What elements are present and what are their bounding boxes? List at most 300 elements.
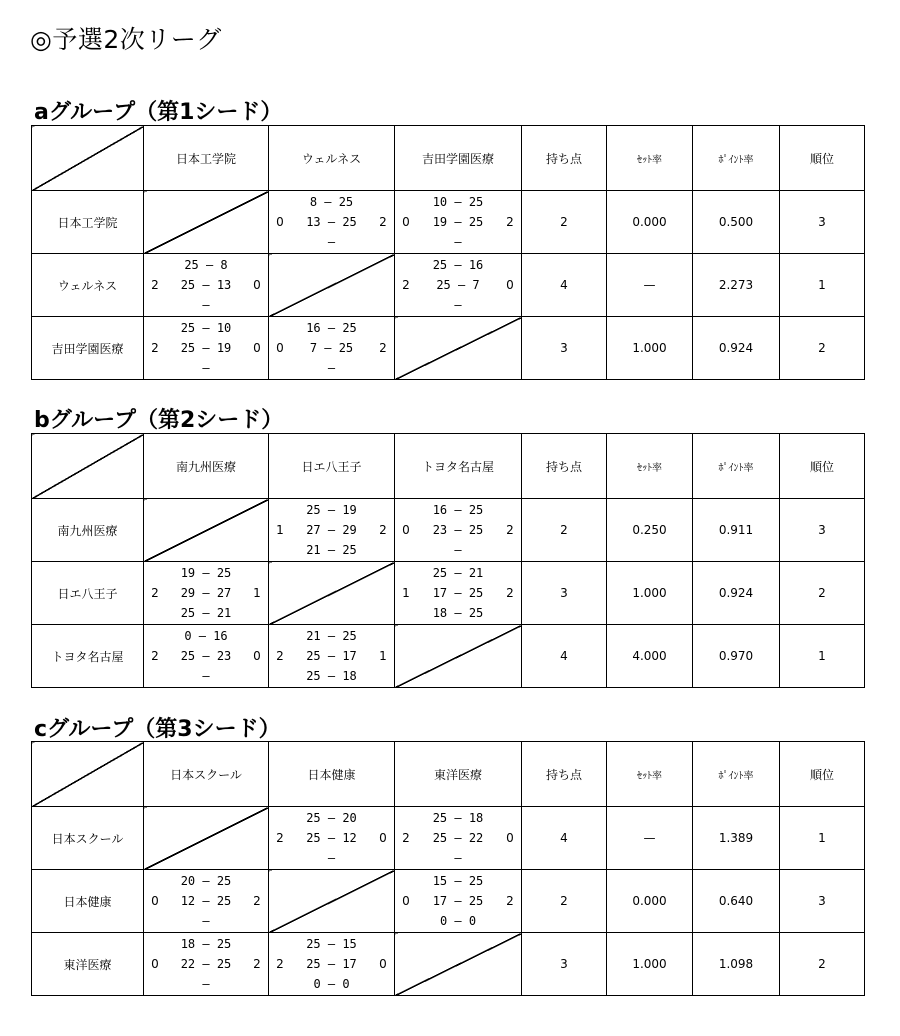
rank-value: 2 xyxy=(818,957,826,971)
set-score-line: 20 — 25 xyxy=(180,874,232,888)
set-scores xyxy=(162,255,250,315)
set-score-line: 13 — 25 xyxy=(306,215,357,229)
stat-header xyxy=(780,742,865,807)
set-score-line: 27 — 29 xyxy=(306,523,357,537)
set-scores xyxy=(287,808,376,868)
set-rate-cell xyxy=(607,933,693,996)
team-name: 吉田学園医療 xyxy=(51,341,124,356)
table-header-row xyxy=(32,126,865,191)
column-team-header xyxy=(269,434,395,499)
set-scores xyxy=(162,318,250,378)
rank-value: 2 xyxy=(818,341,826,355)
set-score-line: 21 — 25 xyxy=(306,543,357,557)
set-rate-value: 0.000 xyxy=(632,894,667,908)
sets-lost: 0 xyxy=(253,278,261,292)
points-value: 2 xyxy=(560,894,568,908)
match-result-cell xyxy=(269,625,395,688)
team-name: 南九州医療 xyxy=(57,523,118,538)
points-value: 4 xyxy=(560,278,568,292)
point-rate-value: 0.970 xyxy=(718,649,754,663)
set-score-line: 8 — 25 xyxy=(309,195,354,209)
sets-lost: 2 xyxy=(506,894,514,908)
stat-header-label: ﾎﾟｲﾝﾄ率 xyxy=(718,462,754,474)
match-result-cell xyxy=(395,499,522,562)
match-score xyxy=(144,254,268,316)
table-header-row xyxy=(32,742,865,807)
point-rate-value: 0.640 xyxy=(718,894,754,908)
row-team-name xyxy=(32,933,144,996)
stat-header xyxy=(780,434,865,499)
stat-header xyxy=(693,742,780,807)
match-result-cell xyxy=(395,254,522,317)
match-result-cell xyxy=(395,562,522,625)
table-header-row xyxy=(32,434,865,499)
team-label: ウェルネス xyxy=(301,151,362,166)
sets-won: 2 xyxy=(151,649,159,663)
match-score xyxy=(395,870,521,932)
stat-header-label: 順位 xyxy=(809,151,834,166)
match-score xyxy=(395,807,521,869)
self-match-cell xyxy=(144,807,269,870)
stat-header-label: ｾｯﾄ率 xyxy=(637,462,662,474)
set-score-line: 21 — 25 xyxy=(306,629,357,643)
set-score-line: 25 — 13 xyxy=(180,278,232,292)
set-score-line: 17 — 25 xyxy=(432,894,484,908)
set-scores xyxy=(413,192,503,252)
match-result-cell xyxy=(395,870,522,933)
match-score xyxy=(144,933,268,995)
row-team-name xyxy=(32,807,144,870)
set-scores xyxy=(162,871,250,931)
match-result-cell xyxy=(269,191,395,254)
team-name: 東洋医療 xyxy=(63,957,112,972)
points-cell xyxy=(522,191,607,254)
corner-cell xyxy=(32,434,144,499)
column-team-header xyxy=(269,126,395,191)
set-rate-value: 1.000 xyxy=(632,957,667,971)
set-score-line: 17 — 25 xyxy=(432,586,484,600)
sets-lost: 2 xyxy=(253,957,261,971)
set-score-line: 0 — 0 xyxy=(313,977,350,991)
team-name: 日本工学院 xyxy=(57,215,118,230)
set-score-line: — xyxy=(202,669,210,683)
set-score-line: 25 — 10 xyxy=(180,321,232,335)
point-rate-value: 2.273 xyxy=(718,278,754,292)
set-scores xyxy=(287,318,376,378)
set-score-line: 25 — 22 xyxy=(432,831,484,845)
row-team-name xyxy=(32,317,144,380)
set-score-line: 22 — 25 xyxy=(180,957,232,971)
set-score-line: — xyxy=(202,361,210,375)
points-cell xyxy=(522,625,607,688)
rank-value: 2 xyxy=(818,586,826,600)
sets-won: 0 xyxy=(402,894,410,908)
set-score-line: 0 — 0 xyxy=(439,914,477,928)
team-label: トヨタ名古屋 xyxy=(421,459,494,474)
set-scores xyxy=(413,808,503,868)
column-team-header xyxy=(269,742,395,807)
set-score-line: — xyxy=(454,298,462,312)
set-scores xyxy=(287,500,376,560)
set-score-line: 12 — 25 xyxy=(180,894,232,908)
column-team-header xyxy=(395,434,522,499)
match-score xyxy=(395,562,521,624)
match-score xyxy=(144,870,268,932)
set-score-line: 25 — 21 xyxy=(180,606,232,620)
set-score-line: 25 — 17 xyxy=(306,957,357,971)
rank-cell xyxy=(780,562,865,625)
team-label: 日本工学院 xyxy=(175,151,236,166)
league-table xyxy=(31,433,865,688)
corner-cell xyxy=(32,742,144,807)
team-label: 東洋医療 xyxy=(433,767,482,782)
sets-lost: 2 xyxy=(506,215,514,229)
sets-won: 2 xyxy=(402,831,410,845)
set-score-line: 16 — 25 xyxy=(306,321,357,335)
sets-won: 2 xyxy=(151,586,159,600)
set-score-line: 16 — 25 xyxy=(432,503,484,517)
team-label: 南九州医療 xyxy=(175,459,236,474)
match-result-cell xyxy=(144,870,269,933)
set-score-line: 25 — 20 xyxy=(306,811,357,825)
set-scores xyxy=(287,192,376,252)
set-rate-value: 0.250 xyxy=(632,523,667,537)
table-row xyxy=(32,254,865,317)
row-team-name xyxy=(32,499,144,562)
match-score xyxy=(269,625,394,687)
set-score-line: 25 — 7 xyxy=(436,278,480,292)
sets-won: 1 xyxy=(276,523,284,537)
stat-header xyxy=(780,126,865,191)
sets-lost: 0 xyxy=(506,831,514,845)
points-value: 3 xyxy=(560,957,568,971)
table-row xyxy=(32,807,865,870)
stat-header-label: 順位 xyxy=(809,767,834,782)
sets-lost: 2 xyxy=(506,523,514,537)
set-score-line: — xyxy=(327,235,336,249)
rank-cell xyxy=(780,625,865,688)
group-title: cグループ（第3シード） xyxy=(34,717,281,742)
sets-won: 0 xyxy=(402,523,410,537)
match-result-cell xyxy=(144,254,269,317)
self-match-cell xyxy=(395,933,522,996)
point-rate-value: 1.389 xyxy=(718,831,754,845)
point-rate-cell xyxy=(693,191,780,254)
team-name: トヨタ名古屋 xyxy=(51,649,124,664)
points-cell xyxy=(522,807,607,870)
sets-won: 0 xyxy=(151,957,159,971)
set-score-line: 25 — 16 xyxy=(432,258,484,272)
match-result-cell xyxy=(269,933,395,996)
point-rate-cell xyxy=(693,317,780,380)
match-score xyxy=(144,562,268,624)
match-score xyxy=(269,191,394,253)
row-team-name xyxy=(32,254,144,317)
set-scores xyxy=(413,563,503,623)
set-scores xyxy=(162,626,250,686)
match-score xyxy=(395,254,521,316)
sets-lost: 0 xyxy=(506,278,514,292)
rank-value: 1 xyxy=(818,649,826,663)
set-score-line: 10 — 25 xyxy=(432,195,484,209)
match-score xyxy=(395,499,521,561)
stat-header-label: 持ち点 xyxy=(545,151,582,166)
sets-won: 1 xyxy=(402,586,410,600)
set-score-line: 25 — 19 xyxy=(180,341,232,355)
match-result-cell xyxy=(395,807,522,870)
set-score-line: 25 — 8 xyxy=(184,258,228,272)
point-rate-value: 0.924 xyxy=(718,586,754,600)
set-rate-value: — xyxy=(643,831,656,845)
match-score xyxy=(144,317,268,379)
column-team-header xyxy=(144,126,269,191)
rank-value: 3 xyxy=(818,215,826,229)
points-cell xyxy=(522,870,607,933)
set-score-line: 25 — 12 xyxy=(306,831,357,845)
stat-header xyxy=(522,126,607,191)
stat-header-label: 順位 xyxy=(809,459,834,474)
match-result-cell xyxy=(144,562,269,625)
column-team-header xyxy=(144,742,269,807)
match-result-cell xyxy=(144,317,269,380)
set-score-line: 18 — 25 xyxy=(432,606,484,620)
self-match-cell xyxy=(269,254,395,317)
set-score-line: 19 — 25 xyxy=(432,215,484,229)
rank-value: 3 xyxy=(818,894,826,908)
set-rate-cell xyxy=(607,499,693,562)
sets-lost: 2 xyxy=(253,894,261,908)
set-rate-cell xyxy=(607,562,693,625)
point-rate-value: 0.911 xyxy=(718,523,754,537)
rank-cell xyxy=(780,499,865,562)
team-label: 吉田学園医療 xyxy=(421,151,494,166)
stat-header xyxy=(607,742,693,807)
stat-header-label: ﾎﾟｲﾝﾄ率 xyxy=(718,770,754,782)
column-team-header xyxy=(395,126,522,191)
stat-header xyxy=(607,126,693,191)
stat-header-label: 持ち点 xyxy=(545,459,582,474)
set-score-line: 19 — 25 xyxy=(180,566,232,580)
match-score xyxy=(269,933,394,995)
set-rate-cell xyxy=(607,317,693,380)
set-rate-value: 1.000 xyxy=(632,341,667,355)
set-score-line: 7 — 25 xyxy=(309,341,354,355)
stat-header xyxy=(607,434,693,499)
sets-won: 0 xyxy=(276,215,284,229)
sets-won: 2 xyxy=(276,957,284,971)
sets-won: 2 xyxy=(402,278,410,292)
set-scores xyxy=(413,500,503,560)
page-title: ◎予選2次リーグ xyxy=(30,25,222,54)
sets-lost: 1 xyxy=(253,586,261,600)
sets-lost: 2 xyxy=(379,341,387,355)
sets-won: 2 xyxy=(276,649,284,663)
set-score-line: — xyxy=(454,851,462,865)
points-cell xyxy=(522,562,607,625)
table-row xyxy=(32,870,865,933)
set-score-line: 0 — 16 xyxy=(184,629,228,643)
sets-won: 2 xyxy=(276,831,284,845)
match-result-cell xyxy=(395,191,522,254)
self-match-cell xyxy=(395,317,522,380)
match-result-cell xyxy=(144,625,269,688)
points-value: 3 xyxy=(560,341,568,355)
row-team-name xyxy=(32,191,144,254)
set-score-line: 25 — 21 xyxy=(432,566,484,580)
column-team-header xyxy=(144,434,269,499)
rank-cell xyxy=(780,317,865,380)
set-score-line: 15 — 25 xyxy=(432,874,484,888)
point-rate-cell xyxy=(693,933,780,996)
stat-header-label: 持ち点 xyxy=(545,767,582,782)
table-row xyxy=(32,191,865,254)
set-rate-cell xyxy=(607,254,693,317)
rank-value: 1 xyxy=(818,831,826,845)
points-value: 3 xyxy=(560,586,568,600)
sets-lost: 0 xyxy=(253,649,261,663)
match-score xyxy=(269,499,394,561)
team-name: 日本スクール xyxy=(51,831,124,846)
rank-cell xyxy=(780,254,865,317)
set-rate-cell xyxy=(607,870,693,933)
set-score-line: — xyxy=(202,977,210,991)
row-team-name xyxy=(32,870,144,933)
set-score-line: — xyxy=(454,235,462,249)
points-value: 4 xyxy=(560,649,568,663)
points-value: 2 xyxy=(560,215,568,229)
league-table xyxy=(31,125,865,380)
sets-won: 0 xyxy=(151,894,159,908)
set-scores xyxy=(287,626,376,686)
points-cell xyxy=(522,933,607,996)
match-score xyxy=(269,807,394,869)
sets-lost: 2 xyxy=(379,215,387,229)
team-label: 日本健康 xyxy=(307,767,356,782)
rank-value: 3 xyxy=(818,523,826,537)
set-score-line: 23 — 25 xyxy=(432,523,484,537)
points-value: 4 xyxy=(560,831,568,845)
point-rate-value: 1.098 xyxy=(718,957,754,971)
rank-value: 1 xyxy=(818,278,826,292)
team-name: 日エ八王子 xyxy=(57,586,118,601)
rank-cell xyxy=(780,807,865,870)
set-rate-cell xyxy=(607,191,693,254)
point-rate-cell xyxy=(693,807,780,870)
point-rate-cell xyxy=(693,870,780,933)
group-title: aグループ（第1シード） xyxy=(34,100,283,125)
stat-header xyxy=(522,434,607,499)
set-scores xyxy=(162,563,250,623)
sets-won: 2 xyxy=(151,341,159,355)
set-score-line: — xyxy=(454,543,462,557)
set-scores xyxy=(413,255,503,315)
table-row xyxy=(32,933,865,996)
team-label: 日本スクール xyxy=(170,767,242,782)
set-score-line: 25 — 18 xyxy=(306,669,357,683)
rank-cell xyxy=(780,870,865,933)
table-row xyxy=(32,499,865,562)
match-score xyxy=(144,625,268,687)
match-score xyxy=(269,317,394,379)
self-match-cell xyxy=(144,191,269,254)
set-score-line: 25 — 19 xyxy=(306,503,357,517)
self-match-cell xyxy=(395,625,522,688)
point-rate-cell xyxy=(693,562,780,625)
stat-header xyxy=(522,742,607,807)
sets-lost: 0 xyxy=(379,831,387,845)
points-cell xyxy=(522,317,607,380)
match-result-cell xyxy=(269,807,395,870)
self-match-cell xyxy=(144,499,269,562)
league-table xyxy=(31,741,865,996)
stat-header-label: ｾｯﾄ率 xyxy=(637,770,662,782)
points-cell xyxy=(522,499,607,562)
sets-lost: 2 xyxy=(506,586,514,600)
set-score-line: — xyxy=(202,914,210,928)
set-rate-value: 4.000 xyxy=(632,649,667,663)
set-score-line: 25 — 17 xyxy=(306,649,357,663)
sets-won: 0 xyxy=(276,341,284,355)
set-score-line: — xyxy=(202,298,210,312)
set-scores xyxy=(162,934,250,994)
sets-lost: 1 xyxy=(379,649,387,663)
stat-header-label: ｾｯﾄ率 xyxy=(637,154,662,166)
point-rate-value: 0.500 xyxy=(718,215,754,229)
point-rate-value: 0.924 xyxy=(718,341,754,355)
set-score-line: 25 — 23 xyxy=(180,649,232,663)
set-rate-cell xyxy=(607,807,693,870)
set-score-line: 25 — 15 xyxy=(306,937,357,951)
self-match-cell xyxy=(269,562,395,625)
corner-cell xyxy=(32,126,144,191)
sets-won: 0 xyxy=(402,215,410,229)
sets-lost: 0 xyxy=(379,957,387,971)
self-match-cell xyxy=(269,870,395,933)
column-team-header xyxy=(395,742,522,807)
rank-cell xyxy=(780,191,865,254)
set-score-line: — xyxy=(327,851,336,865)
team-label: 日エ八王子 xyxy=(301,459,362,474)
stat-header xyxy=(693,126,780,191)
table-row xyxy=(32,317,865,380)
match-result-cell xyxy=(144,933,269,996)
set-score-line: 29 — 27 xyxy=(180,586,232,600)
table-row xyxy=(32,562,865,625)
sets-lost: 0 xyxy=(253,341,261,355)
team-name: ウェルネス xyxy=(57,278,118,293)
point-rate-cell xyxy=(693,625,780,688)
set-rate-cell xyxy=(607,625,693,688)
points-value: 2 xyxy=(560,523,568,537)
sets-won: 2 xyxy=(151,278,159,292)
match-score xyxy=(395,191,521,253)
set-scores xyxy=(413,871,503,931)
set-scores xyxy=(287,934,376,994)
point-rate-cell xyxy=(693,254,780,317)
sets-lost: 2 xyxy=(379,523,387,537)
set-rate-value: — xyxy=(643,278,656,292)
match-result-cell xyxy=(269,317,395,380)
set-rate-value: 0.000 xyxy=(632,215,667,229)
team-name: 日本健康 xyxy=(63,894,112,909)
set-score-line: — xyxy=(327,361,336,375)
set-score-line: 25 — 18 xyxy=(432,811,484,825)
table-row xyxy=(32,625,865,688)
row-team-name xyxy=(32,625,144,688)
point-rate-cell xyxy=(693,499,780,562)
stat-header xyxy=(693,434,780,499)
match-result-cell xyxy=(269,499,395,562)
